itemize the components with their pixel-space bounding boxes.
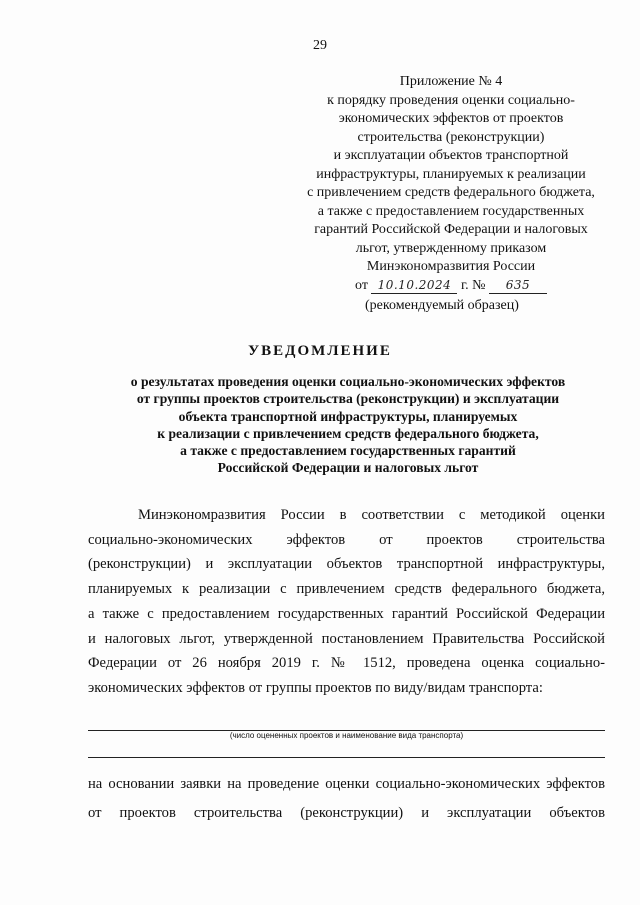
- page-number: 29: [313, 38, 327, 53]
- appendix-line: экономических эффектов от проектов: [338, 111, 564, 126]
- fill-in-line: [88, 757, 605, 758]
- document-title: УВЕДОМЛЕНИЕ: [248, 343, 392, 359]
- subtitle-line: Российской Федерации и налоговых льгот: [217, 460, 479, 476]
- handwritten-number: 635: [489, 278, 547, 294]
- appendix-line: с привлечением средств федерального бюджета,: [307, 185, 595, 200]
- body-line: (реконструкции) и эксплуатации объектов транспортной инфраструктуры,: [88, 556, 605, 573]
- body-line: Минэкономразвития России в соответствии с методикой оценки: [138, 507, 605, 523]
- appendix-header: [290, 73, 612, 295]
- subtitle-line: а также с предоставлением государственных гарантий: [180, 443, 516, 459]
- subtitle-line: от группы проектов строительства (реконструкции) и эксплуатации: [136, 391, 560, 407]
- appendix-line: гарантий Российской Федерации и налоговых: [314, 222, 588, 237]
- subtitle-line: объекта транспортной инфраструктуры, планируемых: [178, 408, 518, 424]
- appendix-line: к порядку проведения оценки социально-: [327, 92, 575, 108]
- body-line: а также с предоставлением государственных гарантий Российской Федерации: [88, 605, 605, 622]
- appendix-line: а также с предоставлением государственных: [317, 203, 585, 219]
- date-prefix: от: [355, 277, 368, 293]
- subtitle-line: о результатах проведения оценки социально-экономических эффектов: [130, 374, 566, 389]
- body-line: и налоговых льгот, утвержденной постановлением Правительства Российской: [88, 630, 605, 647]
- body-paragraph-continued: [88, 770, 605, 828]
- sample-note: (рекомендуемый образец): [365, 298, 519, 313]
- subtitle-line: к реализации с привлечением средств федерального бюджета,: [157, 425, 539, 441]
- body-line: экономических эффектов от группы проектов по виду/видам транспорта:: [88, 679, 543, 696]
- body-line: на основании заявки на проведение оценки социально-экономических эффектов: [88, 776, 605, 792]
- order-date-number: [290, 277, 612, 296]
- document-subtitle: [88, 373, 608, 477]
- appendix-line: и эксплуатации объектов транспортной: [333, 148, 569, 163]
- appendix-line: строительства (реконструкции): [357, 129, 545, 145]
- body-line: планируемых к реализации с привлечением средств федерального бюджета,: [88, 581, 605, 598]
- body-paragraph: [88, 503, 605, 701]
- body-line: от проектов строительства (реконструкции) и эксплуатации объектов: [88, 805, 605, 821]
- appendix-line: Приложение № 4: [399, 74, 503, 89]
- fill-in-caption: (число оцененных проектов и наименование вида транспорта): [229, 731, 464, 740]
- appendix-line: Минэкономразвития России: [366, 259, 536, 274]
- appendix-line: льгот, утвержденному приказом: [355, 240, 547, 256]
- handwritten-date: 10.10.2024: [371, 278, 457, 294]
- body-line: Федерации от 26 ноября 2019 г. № 1512, проведена оценка социально-: [88, 655, 605, 672]
- number-label: г. №: [460, 277, 486, 293]
- body-line: социально-экономических эффектов от проектов строительства: [88, 531, 605, 548]
- appendix-line: инфраструктуры, планируемых к реализации: [316, 166, 586, 182]
